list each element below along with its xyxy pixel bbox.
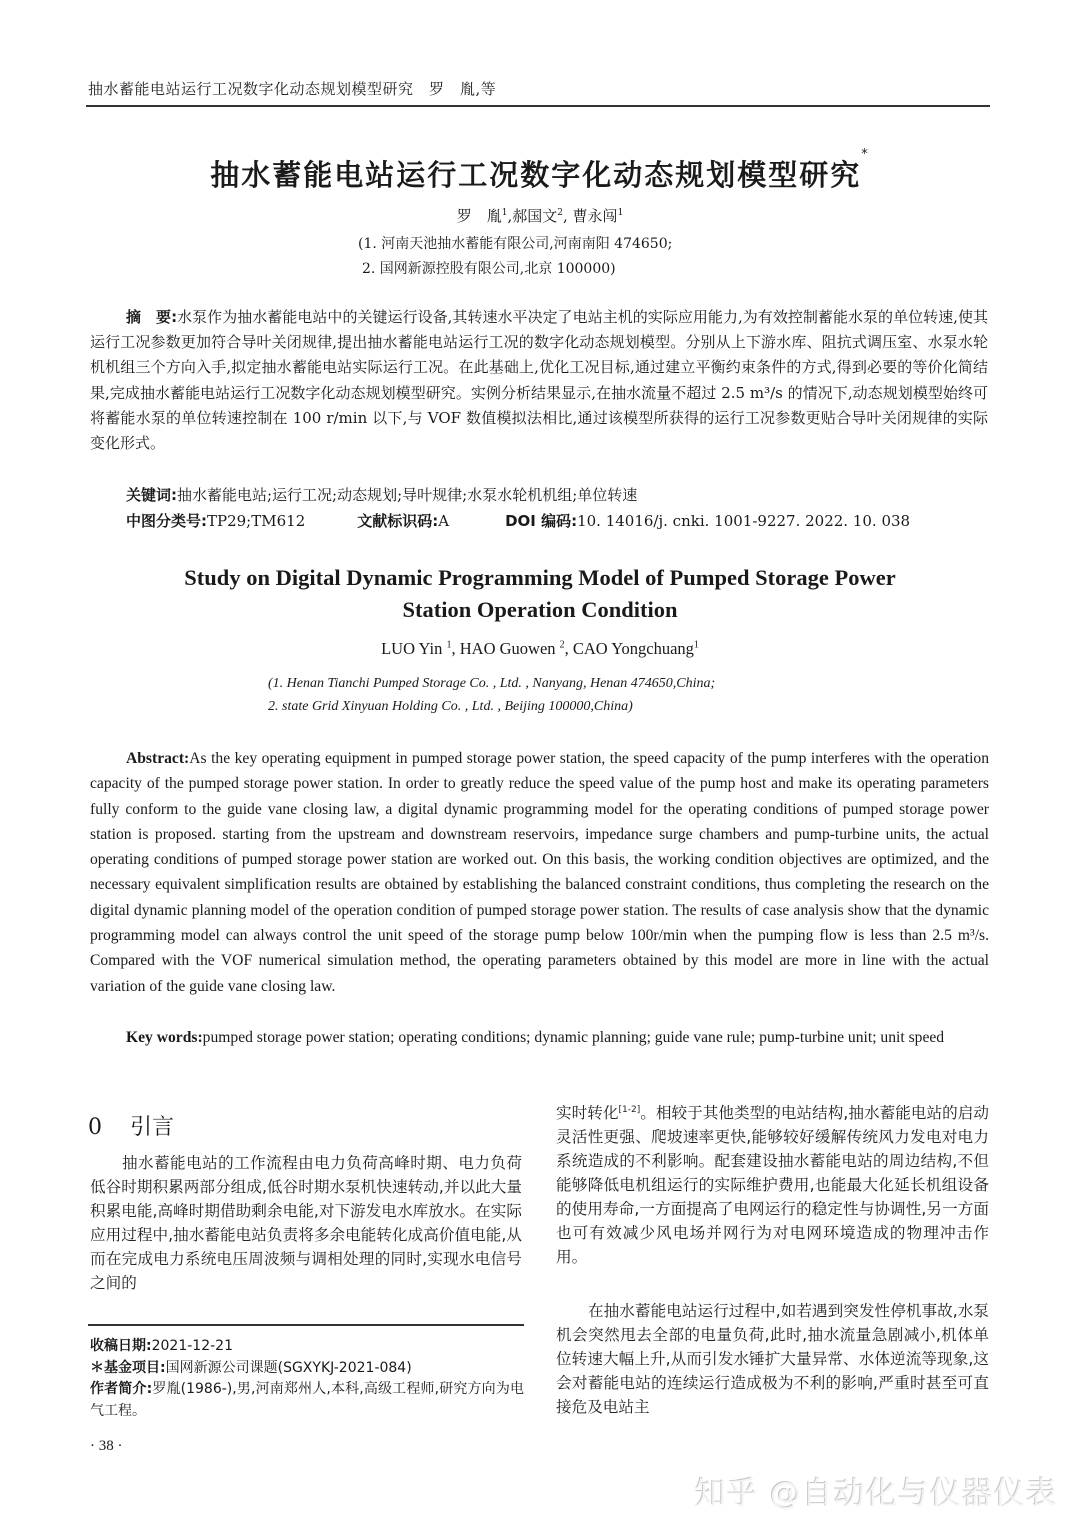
doc-code-label: 文献标识码:: [357, 512, 439, 530]
author-bio-value: 罗胤(1986-),男,河南郑州人,本科,高级工程师,研究方向为电气工程。: [90, 1381, 524, 1419]
chinese-abstract: [90, 305, 988, 456]
chinese-title-text: 抽水蓄能电站运行工况数字化动态规划模型研究: [210, 158, 862, 192]
author-name: HAO Guowen: [459, 639, 556, 658]
english-abstract-label: Abstract:: [126, 750, 190, 767]
footnote-author: [90, 1379, 524, 1422]
chinese-abstract-text: 水泵作为抽水蓄能电站中的关键运行设备,其转速水平决定了电站主机的实际应用能力,为有效控制蓄能水泵的单位转速,使其运行工况参数更加符合导叶关闭规律,提出抽水蓄能电站运行工况的数字化动态规划模型。分别从上下游水库、阻抗式调压室、水泵水轮机机组三个方向入手,拟定抽水蓄能电站实际运行工况。在此基础上,优化工况目标,通过建立平衡约束条件的方式,得到必要的等价化简结果,完成抽水蓄能电站运行工况数字化动态规划模型研究。实例分析结果显示,在抽水流量不超过 2.5 m³/s 的情况下,动态规划模型始终可将蓄能水泵的单位转速控制在 100 r/min 以下,与 VOF 数值模拟法相比,通过该模型所获得的运行工况参数更贴合导叶关闭规律的实际变化形式。: [90, 308, 989, 453]
english-affiliation-2: 2. state Grid Xinyuan Holding Co. , Ltd. , Beijing 100000,China): [268, 699, 633, 714]
english-affiliation-1: (1. Henan Tianchi Pumped Storage Co. , Ltd. , Nanyang, Henan 474650,China;: [268, 676, 716, 691]
received-value: 2021-12-21: [151, 1338, 233, 1354]
author-affil-mark: 2: [559, 639, 565, 651]
section-number: 0: [88, 1115, 102, 1140]
english-abstract: [90, 746, 989, 999]
clc-value: TP29;TM612: [207, 512, 306, 530]
author-name: 郝国文: [512, 207, 558, 225]
english-keywords-text: pumped storage power station; operating conditions; dynamic planning; guide vane rule; pump-turbine unit; unit speed: [202, 1029, 945, 1046]
chinese-keywords: [126, 484, 637, 505]
page-number: · 38 ·: [90, 1438, 123, 1454]
paragraph-start: 实时转化: [556, 1104, 619, 1123]
chinese-abstract-label: 摘 要:: [126, 308, 178, 326]
english-title-line-1: Study on Digital Dynamic Programming Model of Pumped Storage Power: [184, 565, 896, 590]
watermark: 知乎 @自动化与仪器仪表: [695, 1476, 1058, 1512]
author-affil-mark: 1: [617, 208, 624, 218]
title-footnote-mark: *: [861, 147, 870, 162]
doc-code-value: A: [438, 512, 450, 530]
english-title-line-2: Station Operation Condition: [402, 597, 678, 622]
english-keywords-label: Key words:: [126, 1029, 203, 1046]
chinese-keywords-text: 抽水蓄能电站;运行工况;动态规划;导叶规律;水泵水轮机机组;单位转速: [177, 486, 638, 504]
doi-label: DOI 编码:: [505, 512, 578, 530]
fund-label: ＊基金项目:: [90, 1359, 166, 1376]
author-affil-mark: 1: [501, 208, 508, 218]
doi-value: 10. 14016/j. cnki. 1001-9227. 2022. 10. 038: [577, 512, 911, 530]
author-affil-mark: 1: [693, 639, 699, 651]
classification-line: [126, 510, 1006, 531]
paragraph-rest: 。相较于其他类型的电站结构,抽水蓄能电站的启动灵活性更强、爬坡速率更快,能够较好缓解传统风力发电对电力系统造成的不利影响。配套建设抽水蓄能电站的周边结构,不但能够降低电机组运行的实际维护费用,也能最大化延长机组设备的使用寿命,一方面提高了电网运行的稳定性与协调性,另一方面也可有效减少风电场并网行为对电网环境造成的物理冲击作用。: [556, 1104, 989, 1266]
chinese-affiliation-1: (1. 河南天池抽水蓄能有限公司,河南南阳 474650;: [358, 236, 673, 252]
footnotes: [90, 1336, 524, 1422]
header-rule: [86, 105, 990, 107]
chinese-authors: [0, 205, 1080, 226]
footnote-rule: [88, 1324, 524, 1326]
author-separator: ,: [562, 207, 568, 225]
chinese-keywords-label: 关键词:: [126, 486, 177, 504]
author-name: 罗 胤: [456, 207, 502, 225]
chinese-title: [0, 147, 1080, 194]
footnote-fund: [90, 1358, 524, 1380]
received-label: 收稿日期:: [90, 1338, 152, 1354]
body-paragraph-right-1: [556, 1099, 989, 1270]
chinese-affiliation-2: 2. 国网新源控股有限公司,北京 100000): [362, 261, 616, 277]
author-affil-mark: 2: [557, 208, 563, 218]
english-keywords: [90, 1025, 989, 1050]
fund-value: 国网新源公司课题(SGXYKJ-2021-084): [165, 1359, 412, 1376]
section-title: 引言: [130, 1115, 175, 1140]
clc-label: 中图分类号:: [126, 512, 207, 530]
author-affil-mark: 1: [446, 639, 452, 651]
english-authors: LUO Yin $^1$, HAO Guowen $^2$, CAO Yongchuang$^1$: [381, 639, 699, 658]
author-bio-label: 作者简介:: [90, 1381, 153, 1397]
body-paragraph-left: 抽水蓄能电站的工作流程由电力负荷高峰时期、电力负荷低谷时期积累两部分组成,低谷时期水泵机快速转动,并以此大量积累电能,高峰时期借助剩余电能,对下游发电水库放水。在实际应用过程中,抽水蓄能电站负责将多余电能转化成高价值电能,从而在完成电力系统电压周波频与调相处理的同时,实现水电信号之间的: [90, 1154, 522, 1292]
author-name: LUO Yin: [381, 639, 443, 658]
running-header: 抽水蓄能电站运行工况数字化动态规划模型研究 罗 胤,等: [88, 80, 497, 98]
english-title: [0, 562, 1080, 626]
body-paragraph-right-2: 在抽水蓄能电站运行过程中,如若遇到突发性停机事故,水泵机会突然甩去全部的电量负荷,此时,抽水流量急剧减小,机体单位转速大幅上升,从而引发水锤扩大量异常、水体逆流等现象,这会对蓄能电站的连续运行造成极为不利的影响,严重时甚至可直接危及电站主: [556, 1302, 989, 1416]
author-name: CAO Yongchuang: [572, 639, 694, 658]
section-heading: [88, 1110, 174, 1141]
footnote-received: [90, 1336, 524, 1358]
english-abstract-text: As the key operating equipment in pumped storage power station, the speed capacity of the pump interferes with the operation capacity of the pumped storage power station. In order to greatly reduce the speed value of the pump host and make its operating parameters fully conform to the guide vane closing law, a digital dynamic programming model for the operating conditions of pumped storage power station is proposed. starting from the upstream and downstream reservoirs, impedance surge chambers and pump-turbine units, the actual operating conditions of pumped storage power station are worked out. On this basis, the working condition objectives are optimized, and the necessary equivalent simplification results are obtained by establishing the balanced constraint conditions, thus completing the research on the digital dynamic planning model of the operation condition of pumped storage power station. The results of case analysis show that the dynamic programming model can always control the unit speed of the storage pump below 100r/min when the pumping flow is less than 2.5 m³/s. Compared with the VOF numerical simulation method, the operating parameters obtained by this model are more in line with the actual variation of the guide vane closing law.: [90, 750, 989, 995]
author-separator: ,: [507, 207, 513, 225]
author-name: 曹永闯: [572, 207, 618, 225]
citation[interactable]: [1-2]: [618, 1105, 641, 1115]
